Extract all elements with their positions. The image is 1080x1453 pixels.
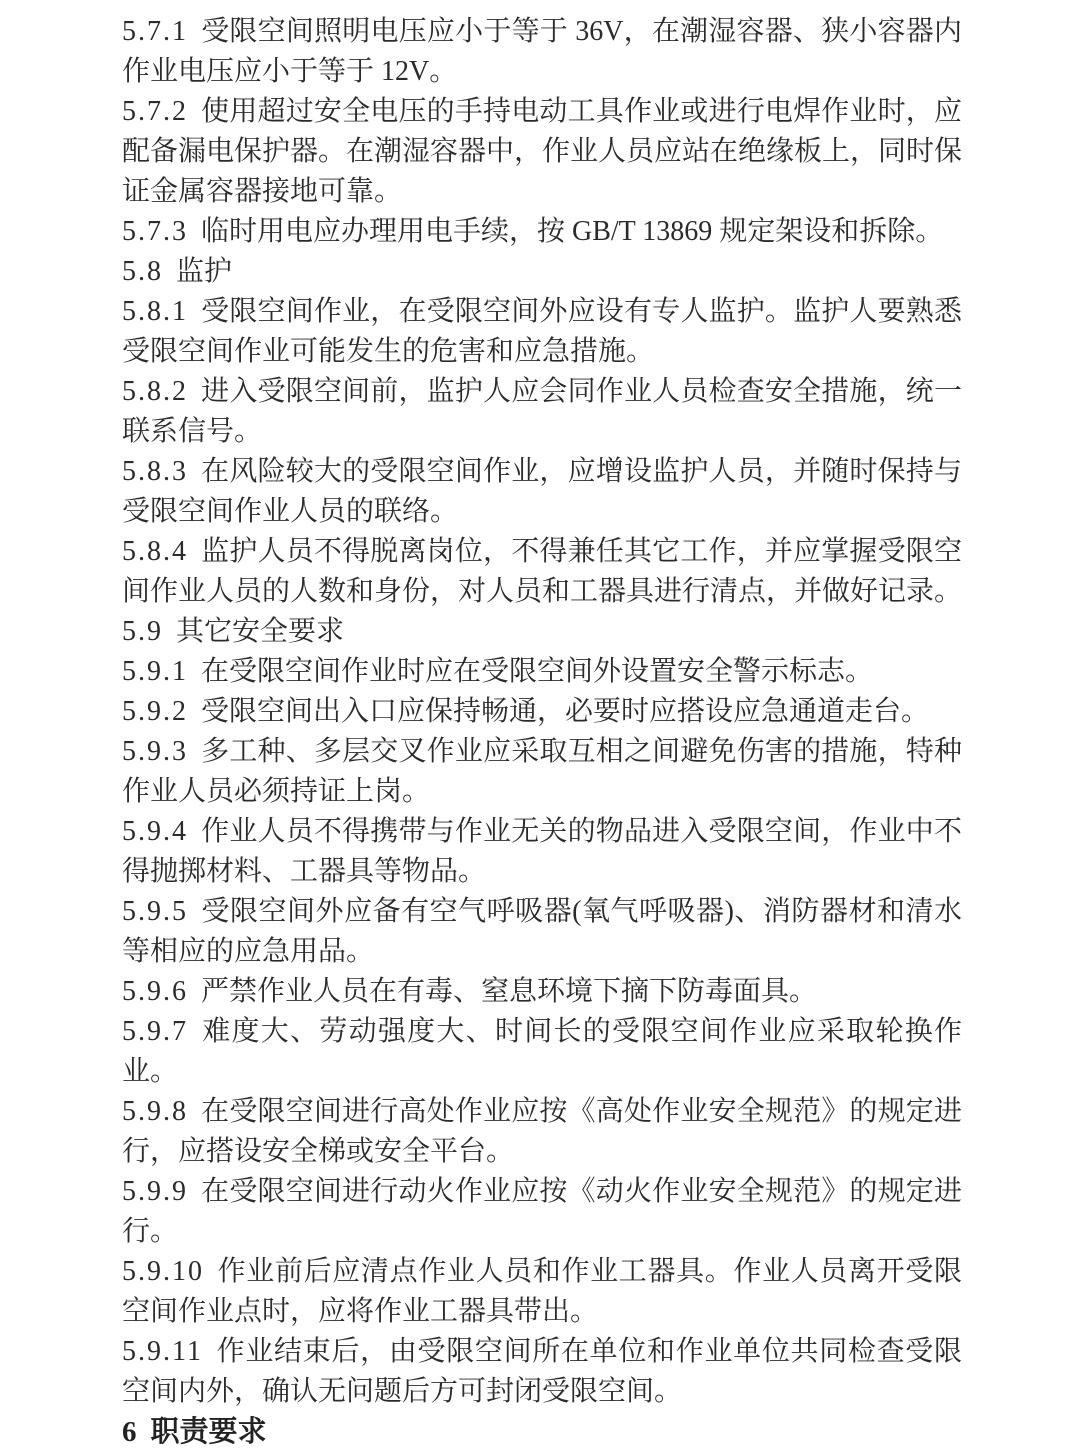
clause-text: 作业结束后，由受限空间所在单位和作业单位共同检查受限空间内外，确认无问题后方可封闭受限空间。 (122, 1336, 962, 1407)
clause-text: 严禁作业人员在有毒、窒息环境下摘下防毒面具。 (201, 976, 818, 1007)
clause-5-9 (122, 612, 962, 652)
clause-5-9-11 (122, 1332, 962, 1412)
clause-number: 5.9 (122, 616, 163, 647)
clause-text: 在受限空间作业时应在受限空间外设置安全警示标志。 (201, 656, 874, 687)
clause-5-8-2 (122, 372, 962, 452)
clause-5-9-8 (122, 1092, 962, 1172)
clause-5-9-3 (122, 732, 962, 812)
clause-text: 受限空间出入口应保持畅通，必要时应搭设应急通道走台。 (201, 696, 930, 727)
clause-number: 5.9.2 (122, 696, 188, 727)
clause-5-9-2 (122, 692, 962, 732)
clause-5-9-1 (122, 652, 962, 692)
clause-text: 难度大、劳动强度大、时间长的受限空间作业应采取轮换作业。 (122, 1016, 962, 1087)
clause-number: 5.9.9 (122, 1176, 188, 1207)
clause-5-9-9 (122, 1172, 962, 1252)
clause-number: 5.8.2 (122, 376, 188, 407)
clause-text: 受限空间外应备有空气呼吸器(氧气呼吸器)、消防器材和清水等相应的应急用品。 (122, 896, 962, 967)
clause-5-8-1 (122, 292, 962, 372)
clause-number: 5.9.7 (122, 1016, 188, 1047)
clause-number: 5.9.11 (122, 1336, 203, 1367)
clause-5-9-7 (122, 1012, 962, 1092)
clause-number: 5.9.3 (122, 736, 188, 767)
clause-5-8-4 (122, 532, 962, 612)
clause-5-9-10 (122, 1252, 962, 1332)
clause-number: 5.7.2 (122, 96, 188, 127)
clause-text: 监护 (176, 256, 233, 287)
section-title: 职责要求 (150, 1416, 267, 1448)
clause-5-8-3 (122, 452, 962, 532)
clause-text: 在受限空间进行动火作业应按《动火作业安全规范》的规定进行。 (122, 1176, 962, 1247)
clause-text: 监护人员不得脱离岗位，不得兼任其它工作，并应掌握受限空间作业人员的人数和身份，对人员和工器具进行清点，并做好记录。 (122, 536, 963, 607)
clause-text: 在风险较大的受限空间作业，应增设监护人员，并随时保持与受限空间作业人员的联络。 (122, 456, 962, 527)
clause-number: 5.9.6 (122, 976, 188, 1007)
clause-number: 5.7.3 (122, 216, 188, 247)
clause-text: 作业前后应清点作业人员和作业工器具。作业人员离开受限空间作业点时，应将作业工器具带出。 (122, 1256, 962, 1327)
clause-5-9-5 (122, 892, 962, 972)
clause-number: 5.8.4 (122, 536, 188, 567)
clause-5-7-3 (122, 212, 962, 252)
clause-text: 多工种、多层交叉作业应采取互相之间避免伤害的措施，特种作业人员必须持证上岗。 (122, 736, 962, 807)
clause-text: 进入受限空间前，监护人应会同作业人员检查安全措施，统一联系信号。 (122, 376, 962, 447)
clause-text: 使用超过安全电压的手持电动工具作业或进行电焊作业时，应配备漏电保护器。在潮湿容器中，作业人员应站在绝缘板上，同时保证金属容器接地可靠。 (122, 96, 963, 207)
clause-text: 受限空间照明电压应小于等于 36V，在潮湿容器、狭小容器内作业电压应小于等于 12V。 (122, 16, 962, 87)
clause-5-8 (122, 252, 962, 292)
clause-text: 临时用电应办理用电手续，按 GB/T 13869 规定架设和拆除。 (201, 216, 944, 247)
clause-number: 5.9.8 (122, 1096, 188, 1127)
clause-text: 作业人员不得携带与作业无关的物品进入受限空间，作业中不得抛掷材料、工器具等物品。 (122, 816, 962, 887)
clause-number: 5.7.1 (122, 16, 188, 47)
section-heading-6 (122, 1412, 962, 1453)
clause-5-9-6 (122, 972, 962, 1012)
clause-number: 5.9.10 (122, 1256, 204, 1287)
clause-number: 5.8.1 (122, 296, 188, 327)
clause-text: 在受限空间进行高处作业应按《高处作业安全规范》的规定进行，应搭设安全梯或安全平台。 (122, 1096, 962, 1167)
clause-5-7-1 (122, 12, 962, 92)
clause-number: 5.9.4 (122, 816, 188, 847)
clause-5-9-4 (122, 812, 962, 892)
clause-number: 5.8 (122, 256, 163, 287)
section-number: 6 (122, 1416, 137, 1448)
clause-number: 5.9.1 (122, 656, 188, 687)
clause-number: 5.9.5 (122, 896, 188, 927)
clause-text: 受限空间作业，在受限空间外应设有专人监护。监护人要熟悉受限空间作业可能发生的危害和应急措施。 (122, 296, 962, 367)
clause-number: 5.8.3 (122, 456, 188, 487)
clause-text: 其它安全要求 (176, 616, 345, 647)
clause-5-7-2 (122, 92, 962, 212)
